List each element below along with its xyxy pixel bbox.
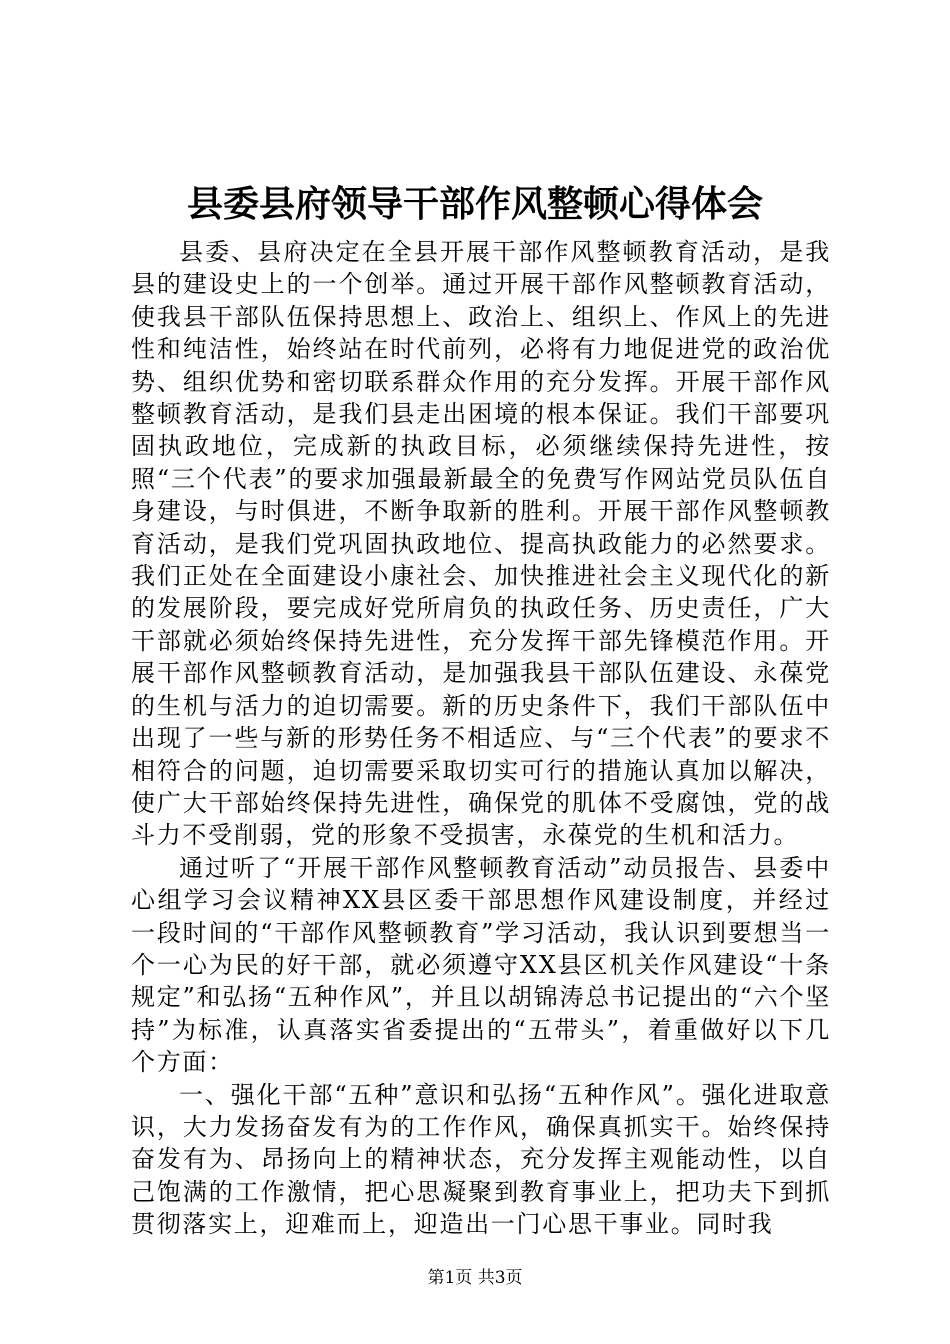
- page-number: 第1页: [427, 1268, 473, 1288]
- page-footer: [0, 1266, 950, 1290]
- paragraph-3: 一、强化干部“五种”意识和弘扬“五种作风”。强化进取意识，大力发扬奋发有为的工作作风，确保真抓实干。始终保持奋发有为、昂扬向上的精神状态，充分发挥主观能动性，以自己饱满的工作激情，把心思凝聚到教育事业上，把功夫下到抓贯彻落实上，迎难而上，迎造出一门心思干事业。同时我: [131, 1080, 831, 1239]
- paragraph-2: 通过听了“开展干部作风整顿教育活动”动员报告、县委中心组学习会议精神XX县区委干部思想作风建设制度，并经过一段时间的“干部作风整顿教育”学习活动，我认识到要想当一个一心为民的好干部，就必须遵守XX县区机关作风建设“十条规定”和弘扬“五种作风”，并且以胡锦涛总书记提出的“六个坚持”为标准，认真落实省委提出的“五带头”，着重做好以下几个方面：: [131, 853, 831, 1077]
- page-total: 共3页: [477, 1268, 523, 1288]
- document-title: 县委县府领导干部作风整顿心得体会: [186, 183, 763, 225]
- document-body: [131, 236, 831, 1241]
- paragraph-1: 县委、县府决定在全县开展干部作风整顿教育活动，是我县的建设史上的一个创举。通过开展干部作风整顿教育活动，使我县干部队伍保持思想上、政治上、组织上、作风上的先进性和纯洁性，始终站在时代前列，必将有力地促进党的政治优势、组织优势和密切联系群众作用的充分发挥。开展干部作风整顿教育活动，是我们县走出困境的根本保证。我们干部要巩固执政地位，完成新的执政目标，必须继续保持先进性，按照“三个代表”的要求加强最新最全的免费写作网站党员队伍自身建设，与时俱进，不断争取新的胜利。开展干部作风整顿教育活动，是我们党巩固执政地位、提高执政能力的必然要求。我们正处在全面建设小康社会、加快推进社会主义现代化的新的发展阶段，要完成好党所肩负的执政任务、历史责任，广大干部就必须始终保持先进性，充分发挥干部先锋模范作用。开展干部作风整顿教育活动，是加强我县干部队伍建设、永葆党的生机与活力的迫切需要。新的历史条件下，我们干部队伍中出现了一些与新的形势任务不相适应、与“三个代表”的要求不相符合的问题，迫切需要采取切实可行的措施认真加以解决，使广大干部始终保持先进性，确保党的肌体不受腐蚀，党的战斗力不受削弱，党的形象不受损害，永葆党的生机和活力。: [131, 238, 831, 850]
